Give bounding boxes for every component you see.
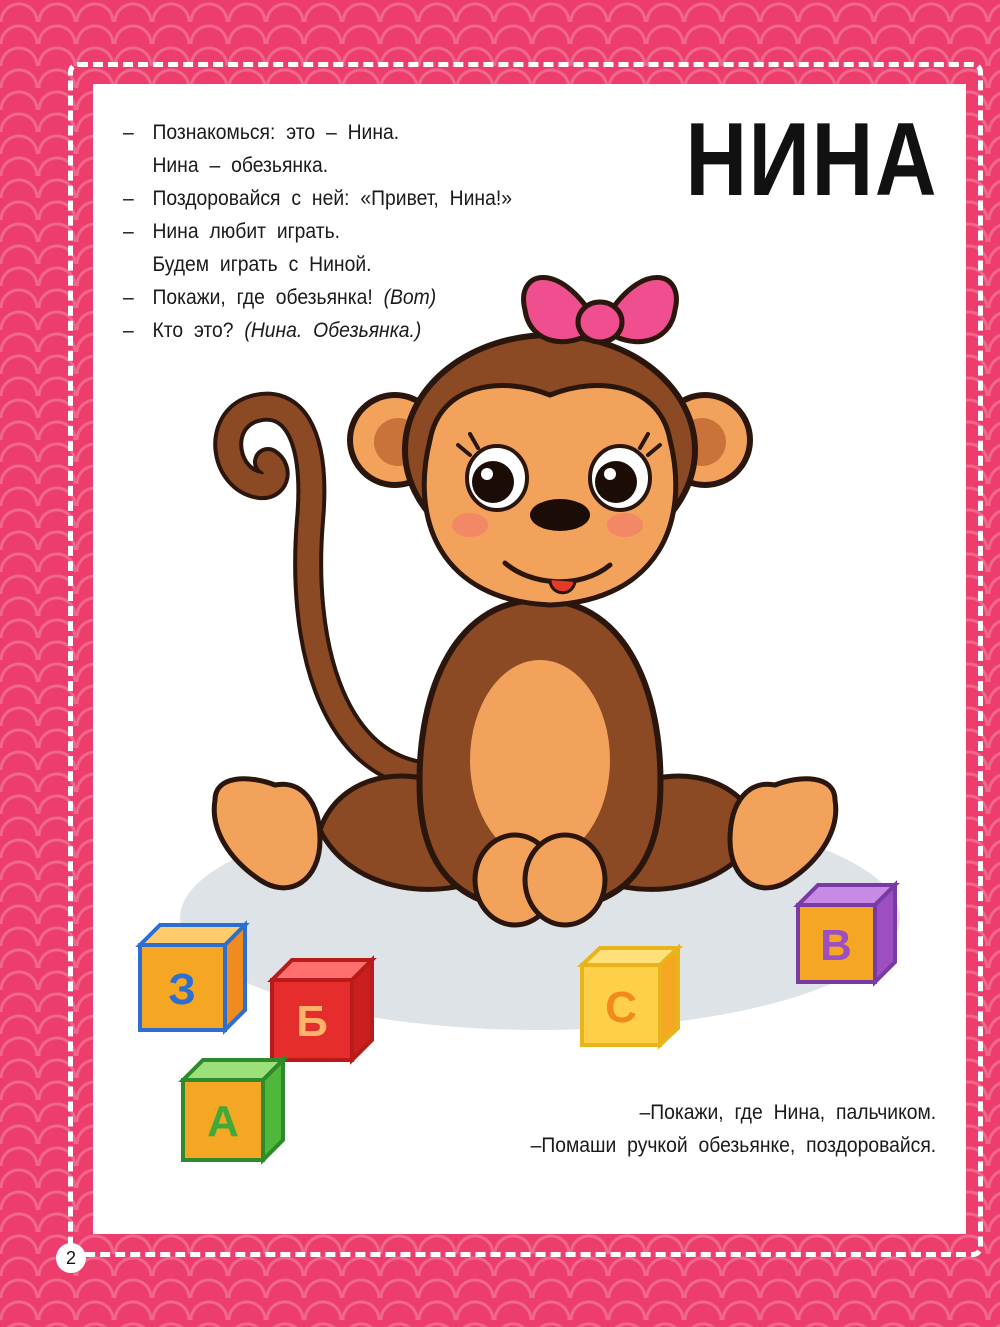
pink-bow: [524, 278, 677, 343]
block-a: [183, 1060, 283, 1160]
monkey-nose: [530, 499, 590, 531]
block-b: [272, 960, 372, 1060]
dialog-line-6: – Покажи, где обезьянка! (Вот): [123, 286, 437, 309]
answer-hint: (Нина. Обезьянка.): [244, 319, 422, 342]
dialog-line-5: Будем играть с Ниной.: [152, 253, 372, 276]
monkey-belly: [470, 660, 610, 860]
block-v: [798, 885, 895, 982]
svg-text:А: А: [207, 1097, 239, 1146]
svg-text:С: С: [605, 983, 637, 1032]
dialog-line-9: –Помаши ручкой обезьянке, поздоровайся.: [530, 1134, 936, 1157]
monkey-right-hand: [525, 835, 605, 925]
dialog-line-7: – Кто это? (Нина. Обезьянка.): [123, 319, 422, 342]
block-s: [582, 948, 678, 1045]
dialog-line-4: – Нина любит играть.: [123, 220, 341, 243]
dialog-line-3: – Поздоровайся с ней: «Привет, Нина!»: [123, 187, 512, 210]
svg-text:В: В: [820, 921, 852, 970]
dialog-line-8: –Покажи, где Нина, пальчиком.: [639, 1101, 936, 1124]
answer-hint: (Вот): [383, 286, 437, 309]
page-title: НИНА: [685, 102, 938, 218]
svg-text:З: З: [168, 965, 196, 1014]
dialog-line-1: – Познакомься: это – Нина.: [123, 121, 400, 144]
block-z: [140, 925, 245, 1030]
svg-text:Б: Б: [296, 997, 328, 1046]
page-number: 2: [56, 1243, 86, 1273]
dialog-line-2: Нина – обезьянка.: [152, 154, 329, 177]
